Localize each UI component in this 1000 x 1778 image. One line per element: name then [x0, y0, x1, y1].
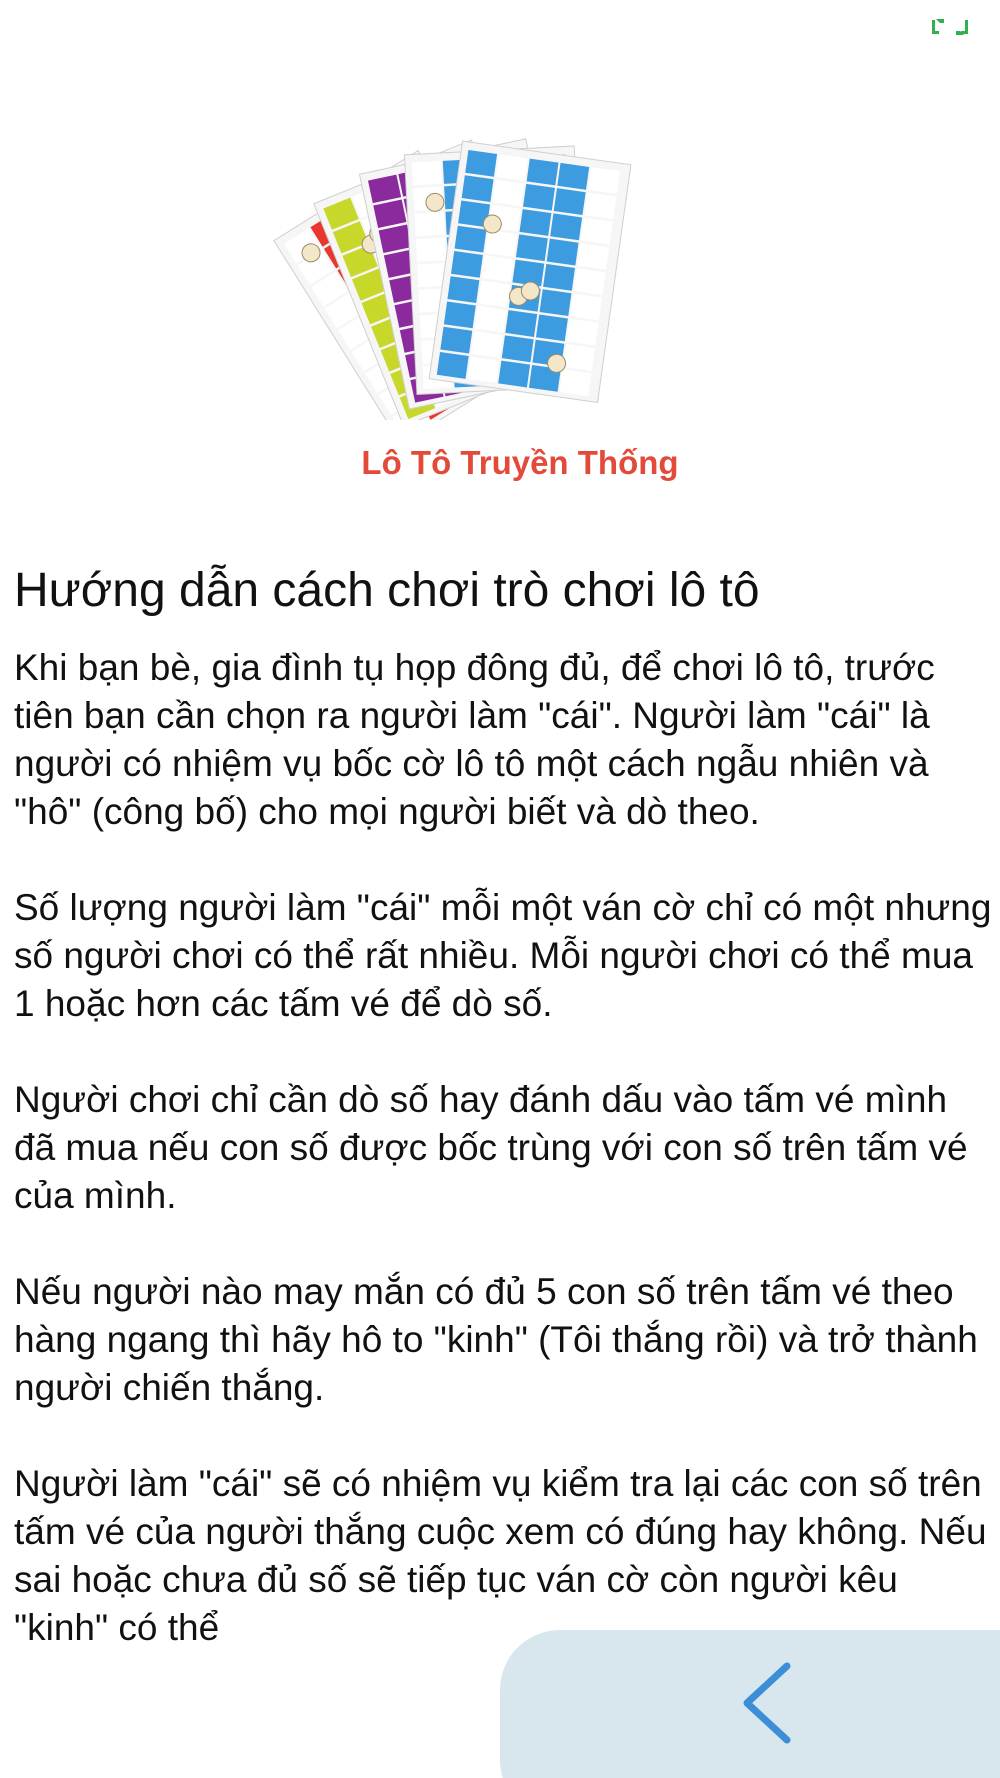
loto-card: [429, 141, 631, 402]
article-paragraph-1: Khi bạn bè, gia đình tụ họp đông đủ, để chơi lô tô, trước tiên bạn cần chọn ra người làm "cái". Người làm "cái" là người có nhiệm vụ bốc cờ lô tô một cách ngẫu nhiên và "hô" (công bố) cho mọi người biết và dò theo.: [14, 647, 935, 832]
article-paragraph-4: Nếu người nào may mắn có đủ 5 con số trên tấm vé theo hàng ngang thì hãy hô to "kinh" (Tôi thắng rồi) và trở thành người chiến thắng.: [14, 1271, 978, 1408]
article-paragraph-2: Số lượng người làm "cái" mỗi một ván cờ chỉ có một nhưng số người chơi có thể rất nhiều. Mỗi người chơi có thể mua 1 hoặc hơn các tấm vé để dò số.: [14, 887, 992, 1024]
expand-icon: [930, 16, 970, 38]
fullscreen-button[interactable]: [928, 12, 972, 42]
chevron-left-icon: [725, 1658, 815, 1748]
article-title: Hướng dẫn cách chơi trò chơi lô tô: [14, 564, 760, 617]
article: [14, 560, 994, 1700]
loto-cards-image: [255, 90, 755, 420]
image-caption: Lô Tô Truyền Thống: [361, 444, 679, 481]
article-paragraph-3: Người chơi chỉ cần dò số hay đánh dấu vào tấm vé mình đã mua nếu con số được bốc trùng với con số trên tấm vé của mình.: [14, 1079, 968, 1216]
back-button[interactable]: [500, 1630, 1000, 1778]
article-paragraph-5: Người làm "cái" sẽ có nhiệm vụ kiểm tra lại các con số trên tấm vé của người thắng cuộc xem có đúng hay không. Nếu sai hoặc chưa đủ số sẽ tiếp tục ván cờ còn người kêu "kinh" có thể: [14, 1463, 987, 1648]
